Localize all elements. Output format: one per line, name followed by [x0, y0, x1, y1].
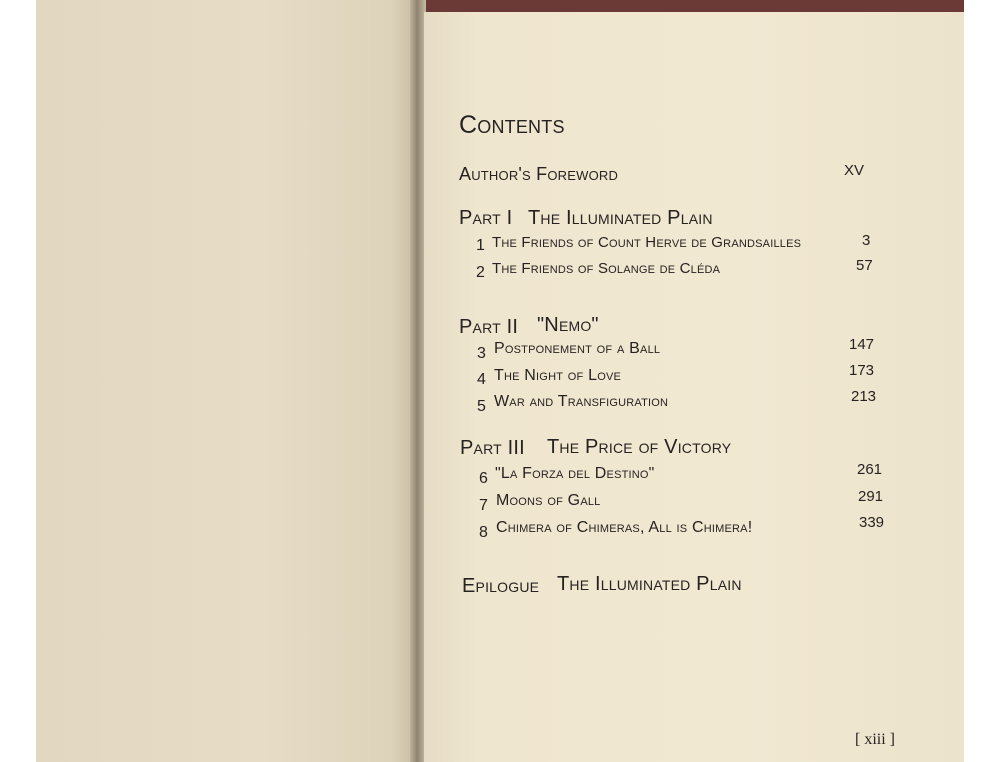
chapter-page: 213 [851, 388, 877, 405]
chapter-title: The Friends of Solange de Cléda [492, 260, 721, 277]
chapter-number: 2 [476, 264, 485, 281]
chapter-title: The Friends of Count Herve de Grandsailles [492, 234, 802, 251]
chapter-title: The Night of Love [494, 367, 622, 384]
chapter-title: Chimera of Chimeras, All is Chimera! [496, 519, 753, 536]
epilogue-title: The Illuminated Plain [557, 573, 742, 595]
chapter-page: 173 [849, 362, 875, 379]
chapter-page: 339 [859, 514, 885, 531]
chapter-number: 5 [477, 398, 486, 415]
chapter-page: 57 [856, 257, 873, 274]
chapter-number: 7 [479, 497, 488, 514]
page-number: [ xiii ] [855, 731, 895, 748]
chapter-number: 3 [477, 345, 486, 362]
part-label: Part I [459, 207, 513, 229]
chapter-number: 8 [479, 524, 488, 541]
left-blank-page [36, 0, 414, 762]
chapter-page: 291 [858, 488, 884, 505]
chapter-title: Moons of Gall [496, 492, 601, 509]
chapter-page: 261 [857, 461, 883, 478]
contents-heading: Contents [459, 111, 565, 139]
chapter-title: War and Transfiguration [494, 393, 669, 410]
chapter-page: 3 [862, 232, 871, 249]
foreword-page: XV [844, 162, 865, 179]
chapter-page: 147 [849, 336, 875, 353]
chapter-number: 4 [477, 371, 486, 388]
foreword-title: Author's Foreword [459, 164, 619, 184]
chapter-number: 6 [479, 470, 488, 487]
chapter-title: "La Forza del Destino" [495, 465, 655, 482]
chapter-title: Postponement of a Ball [494, 340, 661, 357]
chapter-number: 1 [476, 237, 485, 254]
part-label: Part II [459, 316, 519, 338]
part-title: The Price of Victory [547, 436, 732, 458]
part-title: "Nemo" [537, 314, 599, 336]
part-title: The Illuminated Plain [528, 207, 713, 229]
part-label: Part III [460, 437, 525, 459]
epilogue-label: Epilogue [462, 575, 540, 597]
